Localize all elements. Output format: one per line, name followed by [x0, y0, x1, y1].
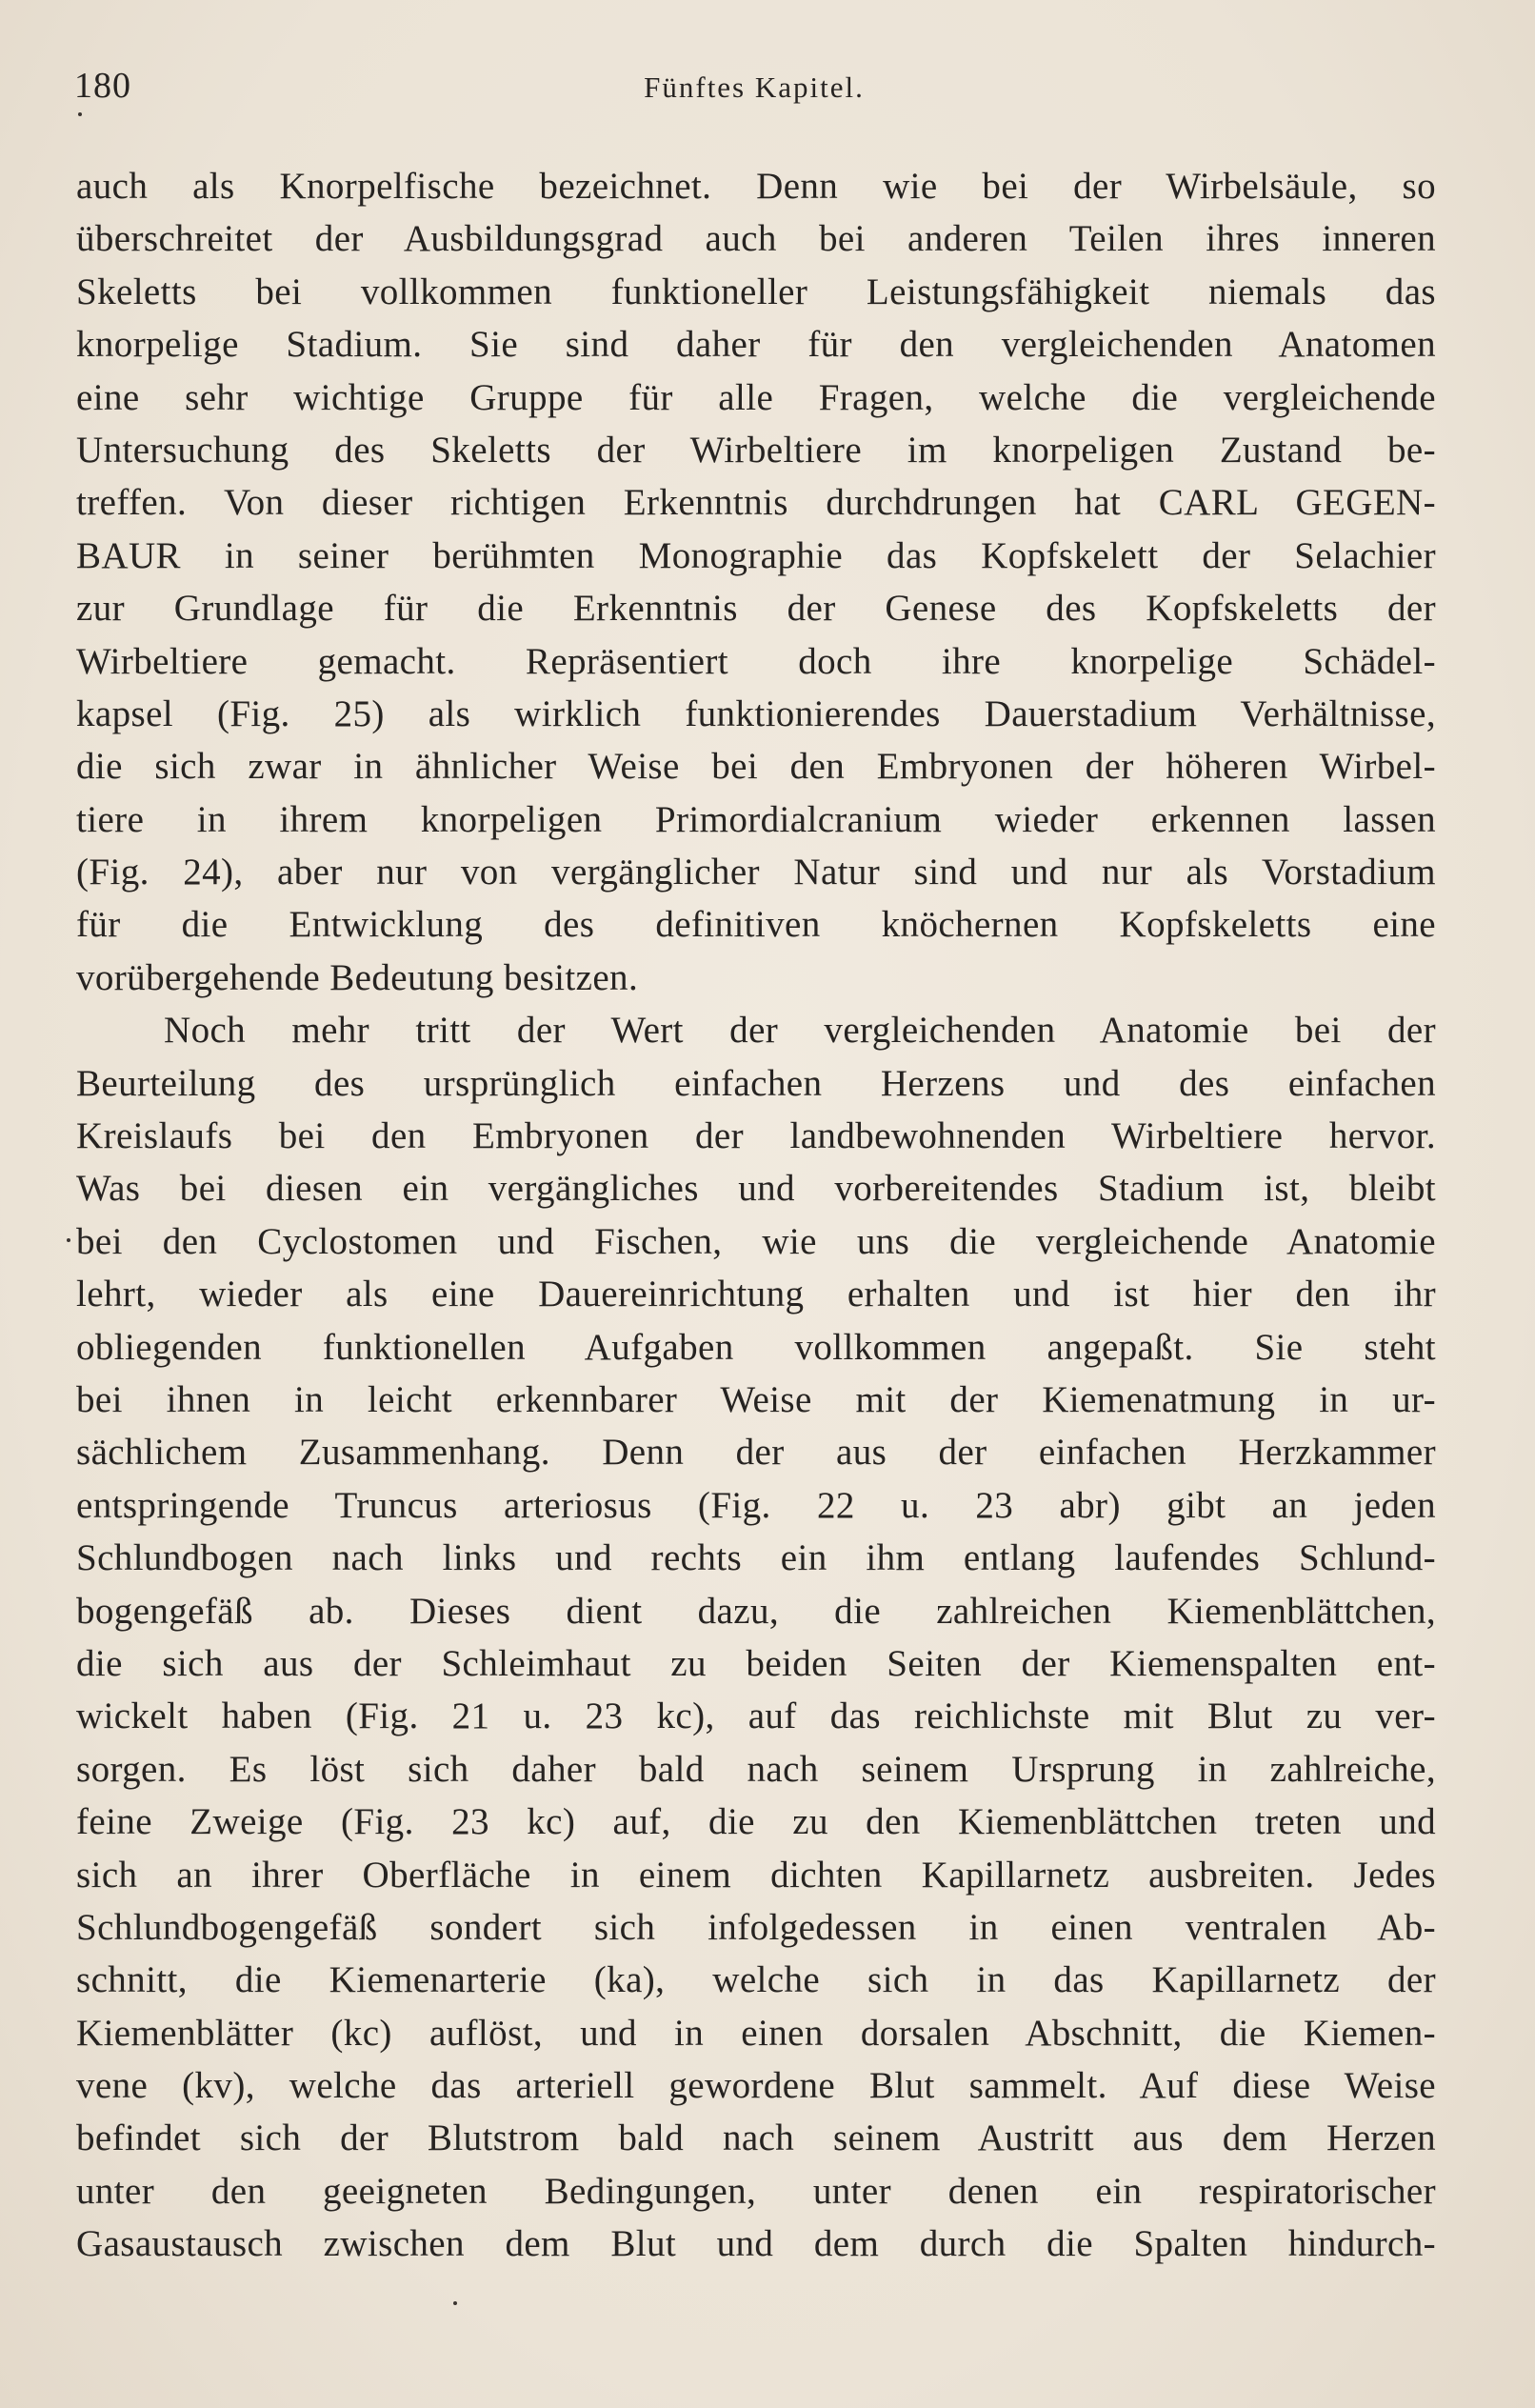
paper-speck — [78, 112, 82, 116]
paragraph-end-line: vorübergehende Bedeutung besitzen. — [76, 956, 639, 998]
text-line: bei ihnen in leicht erkennbarer Weise mit der Kiemenatmung in ur- — [76, 1378, 1436, 1420]
paper-speck — [453, 2301, 457, 2305]
text-line: Schlundbogengefäß sondert sich infolgedessen in einen ventralen Ab- — [76, 1906, 1436, 1948]
text-line: Skeletts bei vollkommen funktioneller Leistungsfähigkeit niemals das — [76, 271, 1436, 312]
text-line: eine sehr wichtige Gruppe für alle Fragen, welche die vergleichende — [76, 376, 1436, 418]
text-line: bei den Cyclostomen und Fischen, wie uns die vergleichende Anatomie — [76, 1220, 1436, 1262]
text-line: die sich aus der Schleimhaut zu beiden Seiten der Kiemenspalten ent- — [76, 1642, 1436, 1684]
text-line: lehrt, wieder als eine Dauereinrichtung erhalten und ist hier den ihr — [76, 1274, 1436, 1315]
text-line: Gasaustausch zwischen dem Blut und dem durch die Spalten hindurch- — [76, 2223, 1436, 2265]
text-line: sächlichem Zusammenhang. Denn der aus der einfachen Herzkammer — [76, 1432, 1436, 1474]
text-line: überschreitet der Ausbildungsgrad auch bei anderen Teilen ihres inneren — [76, 218, 1436, 260]
text-line: Kreislaufs bei den Embryonen der landbewohnenden Wirbeltiere hervor. — [76, 1115, 1436, 1157]
text-line: Untersuchung des Skeletts der Wirbeltiere im knorpeligen Zustand be- — [76, 429, 1436, 471]
text-line: treffen. Von dieser richtigen Erkenntnis durchdrungen hat CARL GEGEN- — [76, 482, 1436, 524]
text-line: zur Grundlage für die Erkenntnis der Genese des Kopfskeletts der — [76, 588, 1436, 630]
paper-speck — [67, 1238, 70, 1242]
text-line: auch als Knorpelfische bezeichnet. Denn wie bei der Wirbelsäule, so — [76, 166, 1436, 207]
text-line: sorgen. Es löst sich daher bald nach seinem Ursprung in zahlreiche, — [76, 1748, 1436, 1790]
text-line: für die Entwicklung des definitiven knöchernen Kopfskeletts eine — [76, 904, 1436, 946]
page-header — [74, 65, 1434, 122]
text-line: feine Zweige (Fig. 23 kc) auf, die zu den Kiemenblättchen treten und — [76, 1801, 1436, 1843]
text-line: Was bei diesen ein vergängliches und vorbereitendes Stadium ist, bleibt — [76, 1168, 1436, 1210]
text-line: schnitt, die Kiemenarterie (ka), welche sich in das Kapillarnetz der — [76, 1959, 1436, 2001]
text-line: kapsel (Fig. 25) als wirklich funktionierendes Dauerstadium Verhältnisse, — [76, 692, 1436, 734]
text-line: Wirbeltiere gemacht. Repräsentiert doch ihre knorpelige Schädel- — [76, 640, 1436, 682]
text-line: (Fig. 24), aber nur von vergänglicher Natur sind und nur als Vorstadium — [76, 852, 1436, 893]
text-line: knorpelige Stadium. Sie sind daher für den vergleichenden Anatomen — [76, 324, 1436, 366]
running-head: Fünftes Kapitel. — [644, 70, 865, 104]
text-line: vene (kv), welche das arteriell gewordene Blut sammelt. Auf diese Weise — [76, 2065, 1436, 2107]
paragraph-start-line: Noch mehr tritt der Wert der vergleichenden Anatomie bei der — [164, 1010, 1436, 1052]
text-line: Schlundbogen nach links und rechts ein ihm entlang laufendes Schlund- — [76, 1537, 1436, 1579]
text-line: tiere in ihrem knorpeligen Primordialcranium wieder erkennen lassen — [76, 798, 1436, 840]
text-line: wickelt haben (Fig. 21 u. 23 kc), auf das reichlichste mit Blut zu ver- — [76, 1696, 1436, 1737]
text-line: Kiemenblätter (kc) auflöst, und in einen dorsalen Abschnitt, die Kiemen- — [76, 2012, 1436, 2054]
text-line: sich an ihrer Oberfläche in einem dichten Kapillarnetz ausbreiten. Jedes — [76, 1854, 1436, 1896]
text-line: befindet sich der Blutstrom bald nach seinem Austritt aus dem Herzen — [76, 2117, 1436, 2159]
text-line: unter den geeigneten Bedingungen, unter denen ein respiratorischer — [76, 2170, 1436, 2212]
text-line: Beurteilung des ursprünglich einfachen Herzens und des einfachen — [76, 1062, 1436, 1104]
text-line: die sich zwar in ähnlicher Weise bei den Embryonen der höheren Wirbel- — [76, 746, 1436, 788]
page-number: 180 — [74, 66, 131, 106]
text-line: entspringende Truncus arteriosus (Fig. 22 u. 23 abr) gibt an jeden — [76, 1484, 1436, 1526]
body-text — [76, 160, 1436, 2271]
text-line: bogengefäß ab. Dieses dient dazu, die zahlreichen Kiemenblättchen, — [76, 1590, 1436, 1632]
text-line: obliegenden funktionellen Aufgaben vollkommen angepaßt. Sie steht — [76, 1326, 1436, 1368]
text-line: BAUR in seiner berühmten Monographie das Kopfskelett der Selachier — [76, 534, 1436, 576]
